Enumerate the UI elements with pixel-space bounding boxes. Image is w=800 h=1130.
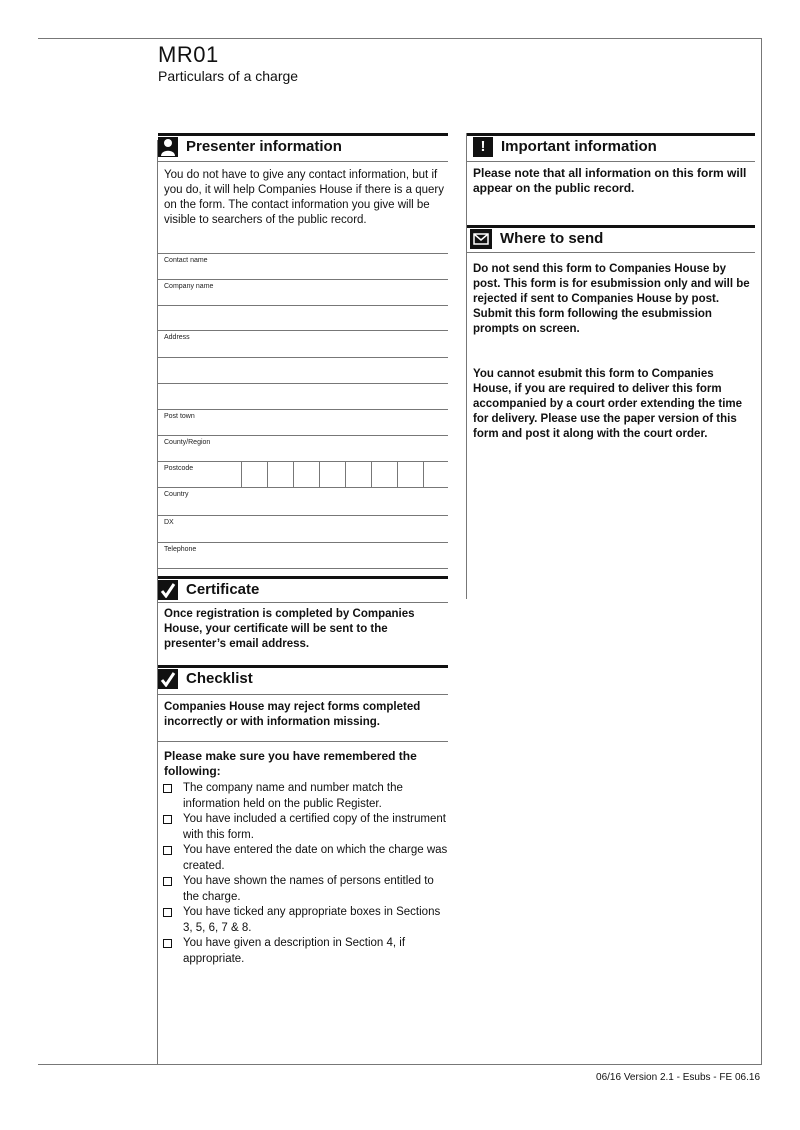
bottom-rule (38, 1064, 762, 1065)
country-label: Country (164, 491, 189, 498)
address-line2[interactable] (158, 358, 448, 384)
important-text: Please note that all information on this form will appear on the public record. (473, 166, 747, 195)
important-heading: Important information (501, 138, 657, 155)
certificate-text: Once registration is completed by Companies House, your certificate will be sent to the presenter’s email address. (164, 608, 415, 650)
person-icon (158, 137, 178, 157)
contact-name-field[interactable] (158, 253, 448, 280)
dx-label: DX (164, 519, 174, 526)
presenter-intro: You do not have to give any contact information, but if you do, it will help Companies House if there is a query on the form. The contact information you give will be visible to searchers of the public record. (164, 169, 444, 226)
telephone-label: Telephone (164, 546, 197, 553)
county-region-field[interactable] (158, 436, 448, 462)
checkbox[interactable] (163, 815, 172, 824)
where-to-send-para2: You cannot esubmit this form to Companies House, if you are required to deliver this form accompanied by a court order extending the time for delivery. Please use the paper version of this form and post it along with the court order. (473, 368, 743, 440)
checklist-item[interactable]: You have shown the names of persons entitled to the charge. (163, 874, 448, 905)
important-section-header (467, 133, 755, 157)
company-name-line2[interactable] (158, 306, 448, 331)
postcode-box-divider (241, 462, 242, 488)
middle-column-rule (466, 133, 467, 599)
dx-field[interactable] (158, 516, 448, 543)
contact-name-label: Contact name (164, 257, 208, 264)
post-town-label: Post town (164, 413, 195, 420)
checkbox[interactable] (163, 877, 172, 886)
postcode-box-divider (397, 462, 398, 488)
postcode-box-divider (345, 462, 346, 488)
postcode-box-divider (267, 462, 268, 488)
checkbox[interactable] (163, 939, 172, 948)
checklist-heading: Checklist (186, 670, 253, 687)
post-town-field[interactable] (158, 410, 448, 436)
address-label: Address (164, 334, 190, 341)
presenter-heading-rule (158, 161, 448, 162)
postcode-box-divider (293, 462, 294, 488)
company-name-field[interactable] (158, 280, 448, 306)
postcode-box-divider (319, 462, 320, 488)
county-region-label: County/Region (164, 439, 211, 446)
postcode-box-divider (423, 462, 424, 488)
company-name-label: Company name (164, 283, 214, 290)
where-to-send-heading: Where to send (500, 230, 604, 247)
checkmark-icon (158, 669, 178, 689)
where-to-send-section-header (467, 225, 755, 249)
top-rule (38, 38, 762, 39)
envelope-icon (470, 229, 492, 249)
certificate-heading-rule (158, 602, 448, 603)
checklist-warning: Companies House may reject forms completed incorrectly or with information missing. (164, 701, 421, 728)
checklist-divider (158, 741, 448, 742)
important-heading-rule (467, 161, 755, 162)
form-code: MR01 (158, 42, 219, 67)
checklist-items (163, 781, 448, 967)
version-footer: 06/16 Version 2.1 - Esubs - FE 06.16 (596, 1072, 760, 1083)
checkmark-icon (158, 580, 178, 600)
checklist-section-header (158, 665, 448, 689)
address-field[interactable] (158, 331, 448, 358)
certificate-section-header (158, 576, 448, 600)
telephone-field[interactable] (158, 543, 448, 569)
presenter-heading: Presenter information (186, 138, 342, 155)
presenter-section-header (158, 133, 448, 157)
certificate-heading: Certificate (186, 581, 260, 598)
postcode-label: Postcode (164, 465, 194, 472)
postcode-box-divider (371, 462, 372, 488)
checklist-item[interactable]: You have entered the date on which the charge was created. (163, 843, 448, 874)
address-line3[interactable] (158, 384, 448, 410)
checkbox[interactable] (163, 784, 172, 793)
checkbox[interactable] (163, 908, 172, 917)
right-rule (761, 38, 762, 1065)
postcode-field[interactable] (158, 462, 448, 488)
checklist-item[interactable]: You have given a description in Section 4, if appropriate. (163, 936, 448, 967)
where-to-send-para1: Do not send this form to Companies House by post. This form is for esubmission only and will be rejected if sent to Companies House by post. Submit this form following the esubmission prompts on screen. (473, 263, 750, 335)
checkbox[interactable] (163, 846, 172, 855)
country-field[interactable] (158, 488, 448, 516)
where-to-send-heading-rule (467, 252, 755, 253)
checklist-item[interactable]: The company name and number match the information held on the public Register. (163, 781, 448, 812)
checklist-item[interactable]: You have included a certified copy of the instrument with this form. (163, 812, 448, 843)
form-title: Particulars of a charge (158, 68, 299, 84)
exclamation-icon: ! (473, 137, 493, 157)
checklist-prompt: Please make sure you have remembered the following: (164, 749, 417, 778)
checklist-item[interactable]: You have ticked any appropriate boxes in Sections 3, 5, 6, 7 & 8. (163, 905, 448, 936)
checklist-heading-rule (158, 694, 448, 695)
